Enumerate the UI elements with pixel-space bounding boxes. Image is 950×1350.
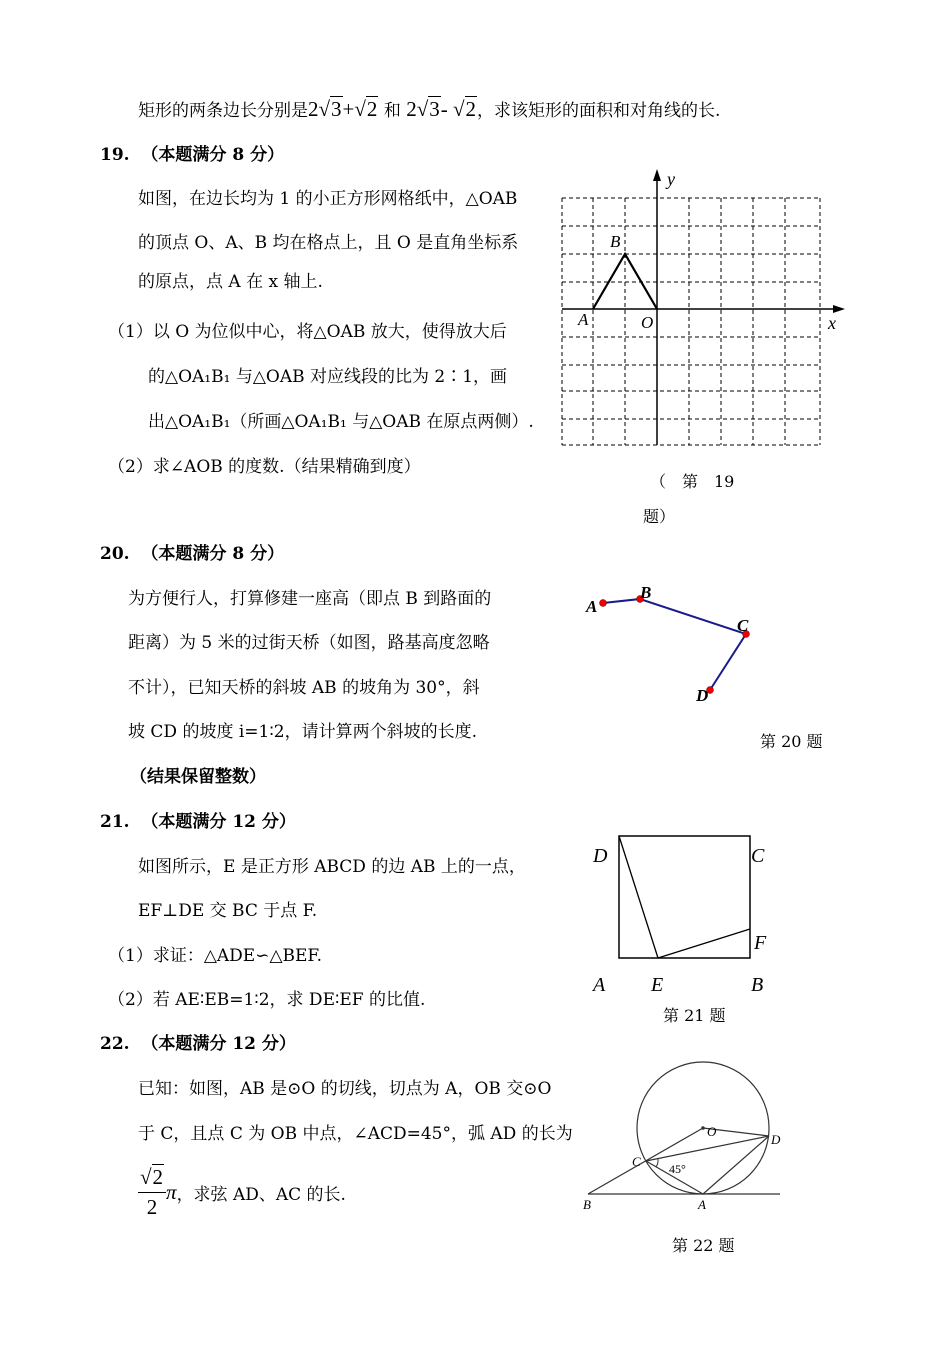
- q19-grid-figure: [545, 165, 845, 455]
- q19-part1-line-1: （1）以 O 为位似中心，将△OAB 放大，使得放大后: [108, 322, 507, 342]
- q19-line-2: 的顶点 O、A、B 均在格点上，且 O 是直角坐标系: [138, 233, 519, 253]
- q20-header: （本题满分 8 分）: [141, 544, 285, 564]
- q21-number: 21.: [100, 812, 130, 832]
- label-A: A: [593, 974, 606, 996]
- angle-arc: [656, 1159, 658, 1167]
- q20-heading: [100, 542, 284, 566]
- q21-square-figure: [585, 825, 785, 996]
- label-F: F: [754, 932, 767, 954]
- q20-line-1: 为方便行人，打算修建一座高（即点 B 到路面的: [128, 589, 492, 609]
- label-B: B: [583, 1197, 591, 1212]
- q22-caption: 第 22 题: [672, 1236, 735, 1255]
- label-A: A: [586, 597, 598, 616]
- label-B: B: [610, 232, 621, 251]
- label-A: A: [698, 1197, 706, 1212]
- q19-number: 19.: [100, 145, 130, 165]
- q19-part1-line-2: 的△OA₁B₁ 与△OAB 对应线段的比为 2∶1，画: [148, 367, 508, 387]
- q18-prefix: 矩形的两条边长分别是: [138, 101, 308, 121]
- q18-and: 和: [383, 101, 401, 121]
- q21-header: （本题满分 12 分）: [141, 812, 296, 832]
- q21-part1: （1）求证：△ADE∽△BEF.: [108, 946, 322, 966]
- label-C: C: [737, 616, 749, 635]
- q22-line-2: 于 C，且点 C 为 OB 中点，∠ACD=45°，弧 AD 的长为: [138, 1124, 573, 1144]
- q21-line-1: 如图所示，E 是正方形 ABCD 的边 AB 上的一点，: [138, 857, 526, 877]
- pi-symbol: π: [166, 1180, 177, 1204]
- q18-suffix: ，求该矩形的面积和对角线的长.: [477, 101, 721, 121]
- segment-de: [619, 836, 658, 958]
- arc-length-fraction: $\frac{√2}{2}$: [138, 1165, 166, 1220]
- q22-circle-figure: [580, 1060, 785, 1220]
- q21-part2: （2）若 AE∶EB=1∶2，求 DE∶EF 的比值.: [108, 990, 426, 1010]
- segment-ef: [658, 929, 750, 958]
- q20-line-2: 距离）为 5 米的过街天桥（如图，路基高度忽略: [128, 633, 490, 653]
- q19-line-1: 如图，在边长均为 1 的小正方形网格纸中，△OAB: [138, 189, 518, 209]
- q19-heading: [100, 143, 284, 167]
- label-C: C: [632, 1154, 641, 1169]
- label-D: D: [696, 686, 709, 705]
- label-C: C: [751, 845, 765, 867]
- q22-number: 22.: [100, 1034, 130, 1054]
- q21-line-2: EF⊥DE 交 BC 于点 F.: [138, 901, 318, 921]
- label-y: y: [667, 169, 675, 189]
- center-point: [701, 1126, 705, 1130]
- q22-line-3: [138, 1165, 346, 1220]
- label-D: D: [771, 1132, 781, 1147]
- label-E: E: [651, 974, 664, 996]
- q19-grid-lines: [562, 198, 820, 445]
- q19-part2: （2）求∠AOB 的度数.（结果精确到度）: [108, 457, 421, 477]
- q19-caption-line-2: 题）: [643, 507, 676, 526]
- q19-part1-line-3: 出△OA₁B₁（所画△OA₁B₁ 与△OAB 在原点两侧）.: [148, 412, 534, 432]
- label-O: O: [641, 313, 654, 332]
- q21-heading: [100, 810, 296, 834]
- y-axis-arrow-icon: [653, 169, 661, 181]
- point-A: [600, 600, 607, 607]
- q19-caption-line-1: （ 第 19: [650, 472, 735, 491]
- x-axis-arrow-icon: [833, 305, 845, 313]
- q18-expr2: 2√3- √2: [406, 97, 477, 121]
- q20-number: 20.: [100, 544, 130, 564]
- label-B: B: [640, 583, 652, 602]
- q20-caption: 第 20 题: [760, 732, 823, 751]
- q18-line: [138, 95, 720, 125]
- q20-bridge-figure: [580, 580, 770, 710]
- label-O: O: [707, 1124, 717, 1139]
- q20-line-3: 不计），已知天桥的斜坡 AB 的坡角为 30°，斜: [128, 678, 480, 698]
- q19-header: （本题满分 8 分）: [141, 145, 285, 165]
- q21-caption: 第 21 题: [663, 1006, 726, 1025]
- q20-note: （结果保留整数）: [130, 767, 266, 787]
- segment-cd: [646, 1136, 769, 1161]
- label-D: D: [593, 845, 608, 867]
- q22-tail: ，求弦 AD、AC 的长.: [176, 1185, 346, 1205]
- label-angle: 45°: [669, 1162, 686, 1176]
- label-B: B: [751, 974, 764, 996]
- bridge-profile: [603, 599, 746, 690]
- q22-header: （本题满分 12 分）: [141, 1034, 296, 1054]
- label-x: x: [828, 313, 836, 333]
- q19-line-3: 的原点，点 A 在 x 轴上.: [138, 272, 323, 292]
- q22-heading: [100, 1032, 296, 1056]
- label-A: A: [578, 310, 589, 329]
- q18-expr1: 2√3+√2: [308, 97, 378, 121]
- q22-line-1: 已知：如图，AB 是⊙O 的切线，切点为 A，OB 交⊙O: [138, 1079, 552, 1099]
- q20-line-4: 坡 CD 的坡度 i=1∶2，请计算两个斜坡的长度.: [128, 722, 477, 742]
